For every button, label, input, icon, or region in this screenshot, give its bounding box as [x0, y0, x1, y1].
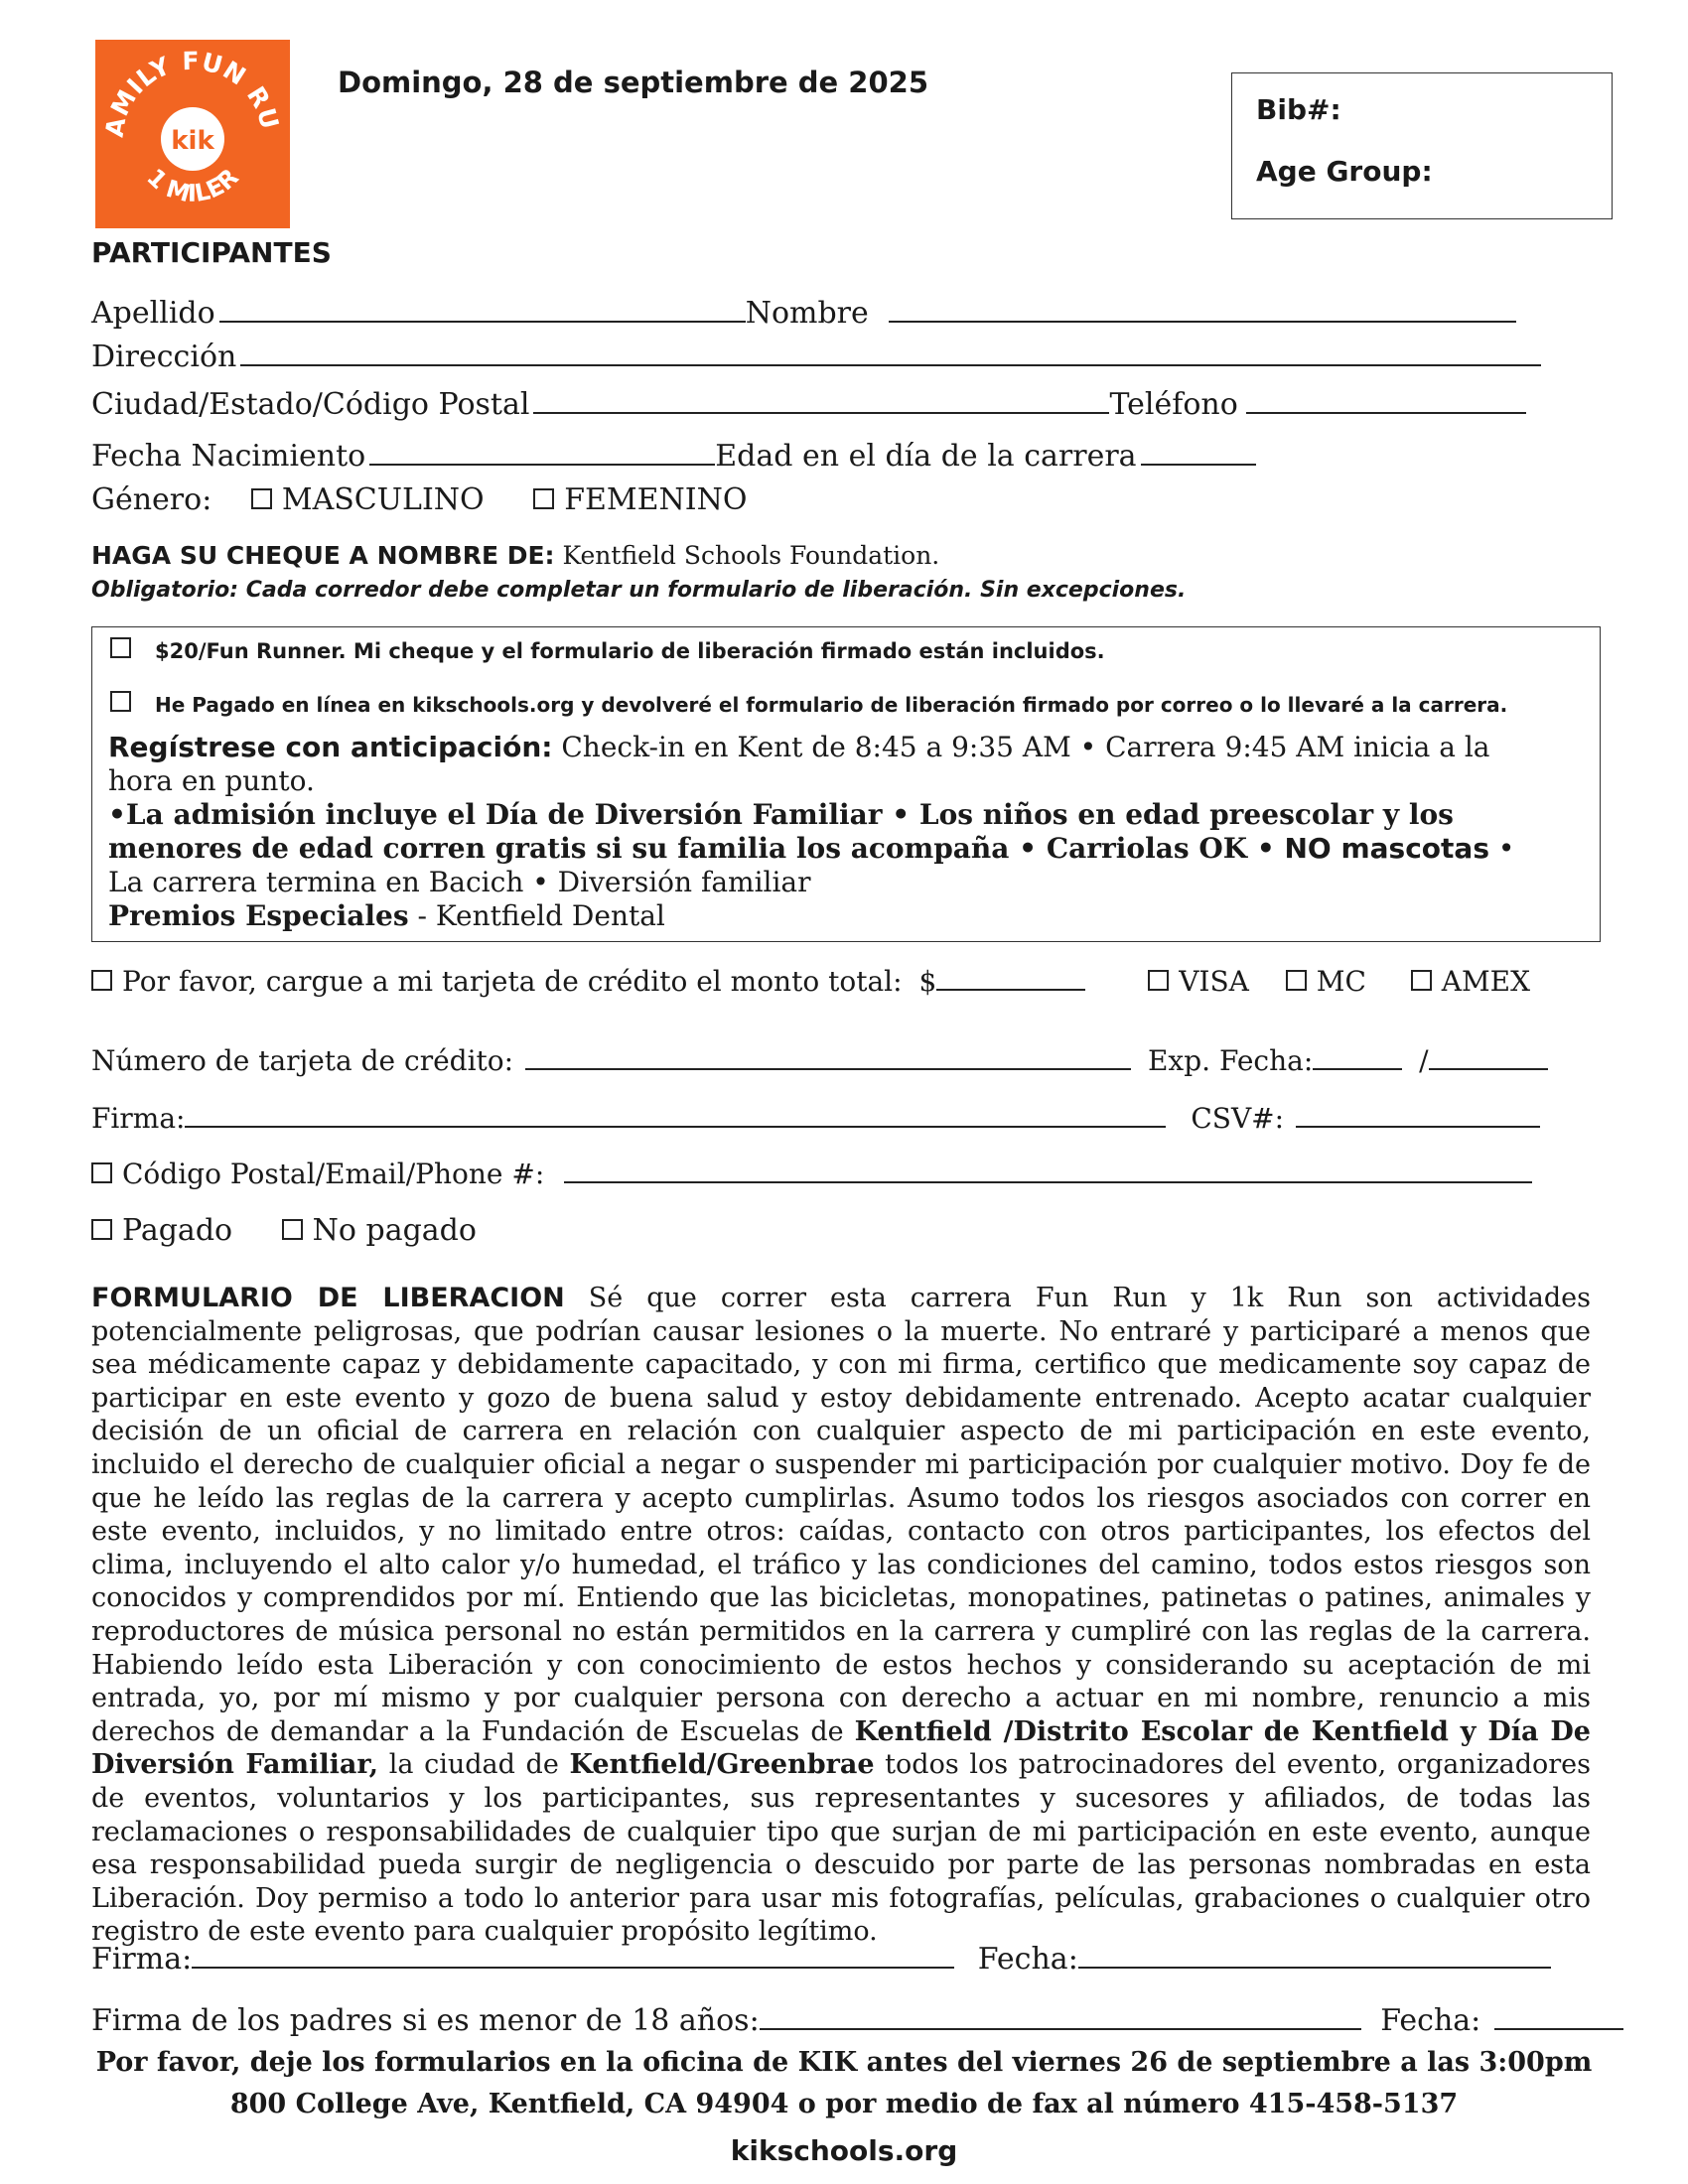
release-bold-1: Kentfield /Distrito Escolar de Kentfield y Día De Diversión Familiar, [91, 1715, 1591, 1781]
signature-firma-field[interactable] [192, 1967, 954, 1969]
parent-signature-row [91, 2003, 1623, 2038]
zip-label: Código Postal/Email/Phone #: [122, 1158, 545, 1190]
zip-row [91, 1158, 1532, 1190]
edad-field[interactable] [1141, 464, 1256, 466]
firma-field[interactable] [185, 1126, 1166, 1128]
signature-firma-label: Firma: [91, 1942, 193, 1977]
admission-rest: • La carrera termina en Bacich • Diversión familiar [108, 832, 1515, 898]
nombre-label: Nombre [745, 296, 869, 331]
apellido-label: Apellido [91, 296, 215, 331]
telefono-field[interactable] [1246, 412, 1526, 414]
nombre-field[interactable] [889, 321, 1516, 323]
cheque-payee: Kentfield Schools Foundation. [554, 541, 940, 570]
genero-row [91, 482, 747, 517]
fecha-nacimiento-field[interactable] [369, 464, 715, 466]
paid-row [91, 1213, 477, 1248]
direccion-field[interactable] [240, 364, 1541, 366]
age-group-label: Age Group: [1256, 155, 1433, 188]
visa-label: VISA [1179, 965, 1249, 998]
footer-line-1: Por favor, deje los formularios en la oficina de KIK antes del viernes 26 de septiembre a las 3:00pm [95, 2047, 1593, 2078]
parent-signature-field[interactable] [760, 2028, 1361, 2030]
signature-fecha-label: Fecha: [977, 1942, 1078, 1977]
info-details [108, 731, 1558, 933]
bib-box [1231, 72, 1613, 219]
edad-label: Edad en el día de la carrera [715, 439, 1137, 474]
card-number-label: Número de tarjeta de crédito: [91, 1044, 514, 1077]
amount-field[interactable] [936, 989, 1085, 991]
logo-text-bottom: 1 MILER [141, 163, 244, 208]
premios-text: - Kentfield Dental [408, 899, 665, 932]
femenino-checkbox[interactable] [533, 488, 554, 509]
family-fun-run-logo [95, 40, 290, 228]
card-row [91, 1044, 1548, 1077]
signature-row [91, 1942, 1551, 1977]
release-text-3: todos los patrocinadores del evento, organizadores de eventos, voluntarios y los participantes, sus representantes y sucesores y afiliados, de todas las reclamaciones o responsabilidades de cualquier tipo que surjan de mi participación en este evento, aunque esa responsabilidad pueda surgir de negligencia o descuido por parte de las personas nombradas en esta Liberación. Doy permiso a todo lo anterior para usar mis fotografías, películas, grabaciones o cualquier otro registro de este evento para cualquier propósito legítimo. [91, 1749, 1592, 1948]
zip-field[interactable] [564, 1181, 1532, 1183]
pagado-checkbox[interactable] [91, 1219, 112, 1240]
nacimiento-row [91, 439, 1256, 474]
masculino-checkbox[interactable] [251, 488, 272, 509]
masculino-label: MASCULINO [281, 482, 485, 517]
mc-label: MC [1316, 965, 1366, 998]
dollar-sign: $ [918, 965, 937, 998]
parent-fecha-label: Fecha: [1380, 2003, 1481, 2038]
cheque-line [91, 541, 939, 570]
release-text-1: Sé que correr esta carrera Fun Run y 1k Run son actividades potencialmente peligrosas, que podrían causar lesiones o la muerte. No entraré y participaré a menos que sea médicamente capaz y debidamente capacitado, y con mi firma, certifico que medicamente soy capaz de participar en este evento y gozo de buena salud y estoy debidamente entrenado. Acepto acatar cualquier decisión de un oficial de carrera en relación con cualquier aspecto de mi participación en este evento, incluido el derecho de cualquier oficial a negar o suspender mi participación por cualquier motivo. Doy fe de que he leído las reglas de la carrera y acepto cumplirlas. Asumo todos los riesgos asociados con correr en este evento, incluidos, y no limitado entre otros: caídas, contacto con otros participantes, los efectos del clima, incluyendo el alto calor y/o humedad, el tráfico y las condiciones del camino, todos estos riesgos son conocidos y comprendidos por mí. Entiendo que las bicicletas, monopatines, patinetas o patines, animales y reproductores de música personal no están permitidos en la carrera y cumpliré con las reglas de la carrera. Habiendo leído esta Liberación y con conocimiento de estos hechos y considerando su aceptación de mi entrada, yo, por mí mismo y por cualquier persona con derecho a actuar en mi nombre, renuncio a mis derechos de demandar a la Fundación de Escuelas de [91, 1283, 1591, 1747]
parent-fecha-field[interactable] [1494, 2028, 1623, 2030]
no-mascotas: NO mascotas [1284, 832, 1489, 865]
register-label: Regístrese con anticipación: [108, 731, 553, 763]
exp-year-field[interactable] [1429, 1068, 1548, 1070]
visa-checkbox[interactable] [1148, 970, 1169, 991]
exp-label: Exp. Fecha: [1147, 1044, 1314, 1077]
fecha-nacimiento-label: Fecha Nacimiento [91, 439, 366, 474]
femenino-label: FEMENINO [564, 482, 748, 517]
csv-field[interactable] [1296, 1126, 1540, 1128]
event-date: Domingo, 28 de septiembre de 2025 [338, 66, 929, 99]
charge-row [91, 965, 1530, 998]
register-text: Check-in en Kent de 8:45 a 9:35 AM • Carrera 9:45 AM inicia a la hora en punto. [108, 731, 1490, 797]
charge-label: Por favor, cargue a mi tarjeta de crédito el monto total: [122, 965, 903, 998]
apellido-field[interactable] [219, 321, 746, 323]
amex-checkbox[interactable] [1411, 970, 1432, 991]
obligatorio-note: Obligatorio: Cada corredor debe completar un formulario de liberación. Sin excepciones. [91, 578, 1187, 603]
signature-fecha-field[interactable] [1078, 1967, 1551, 1969]
csv-label: CSV#: [1191, 1102, 1285, 1135]
firma-label: Firma: [91, 1102, 186, 1135]
logo-graphic [95, 40, 290, 228]
option-2-label: He Pagado en línea en kikschools.org y devolveré el formulario de liberación firmado por correo o lo llevaré a la carrera. [155, 693, 1508, 717]
option-1 [110, 637, 1105, 663]
parent-signature-label: Firma de los padres si es menor de 18 años: [91, 2003, 760, 2038]
register-paragraph [108, 731, 1558, 798]
premios-paragraph [108, 899, 1558, 933]
option-1-checkbox[interactable] [110, 637, 131, 658]
option-2 [110, 691, 1507, 717]
info-box [91, 626, 1601, 942]
direccion-label: Dirección [91, 340, 237, 374]
telefono-label: Teléfono [1109, 387, 1238, 422]
pagado-label: Pagado [122, 1213, 233, 1248]
firma-csv-row [91, 1102, 1540, 1135]
participants-heading: PARTICIPANTES [91, 236, 332, 269]
card-number-field[interactable] [525, 1068, 1131, 1070]
exp-month-field[interactable] [1313, 1068, 1402, 1070]
logo-center: kik [171, 126, 214, 156]
no-pagado-label: No pagado [312, 1213, 477, 1248]
charge-checkbox[interactable] [91, 970, 112, 991]
release-bold-2: Kentfield/Greenbrae [569, 1749, 875, 1781]
release-paragraph [91, 1282, 1591, 1949]
footer-line-2: 800 College Ave, Kentfield, CA 94904 o por medio de fax al número 415-458-5137 [229, 2089, 1459, 2119]
ciudad-field[interactable] [533, 412, 1109, 414]
option-2-checkbox[interactable] [110, 691, 131, 712]
logo-text-top: AMILY FUN RU [99, 46, 285, 140]
release-heading: FORMULARIO DE LIBERACION [91, 1283, 565, 1313]
ciudad-label: Ciudad/Estado/Código Postal [91, 387, 530, 422]
mc-checkbox[interactable] [1286, 970, 1307, 991]
ciudad-row [91, 387, 1526, 422]
cheque-label: HAGA SU CHEQUE A NOMBRE DE: [91, 541, 555, 570]
zip-checkbox[interactable] [91, 1162, 112, 1183]
option-1-label: $20/Fun Runner. Mi cheque y el formulario de liberación firmado están incluidos. [155, 639, 1105, 663]
no-pagado-checkbox[interactable] [282, 1219, 303, 1240]
name-row [91, 296, 1516, 331]
direccion-row [91, 340, 1541, 374]
exp-slash: / [1419, 1044, 1429, 1077]
release-text-2: la ciudad de [378, 1749, 570, 1781]
amex-label: AMEX [1441, 965, 1531, 998]
admission-bold: •La admisión incluye el Día de Diversión Familiar • Los niños en edad preescolar y los menores de edad corren gratis si su familia los acompaña • Carriolas OK • [108, 798, 1454, 865]
genero-label: Género: [91, 482, 212, 517]
bib-label: Bib#: [1256, 93, 1341, 126]
footer-website[interactable]: kikschools.org [730, 2134, 958, 2167]
premios-label: Premios Especiales [108, 899, 409, 932]
admission-paragraph [108, 798, 1558, 899]
